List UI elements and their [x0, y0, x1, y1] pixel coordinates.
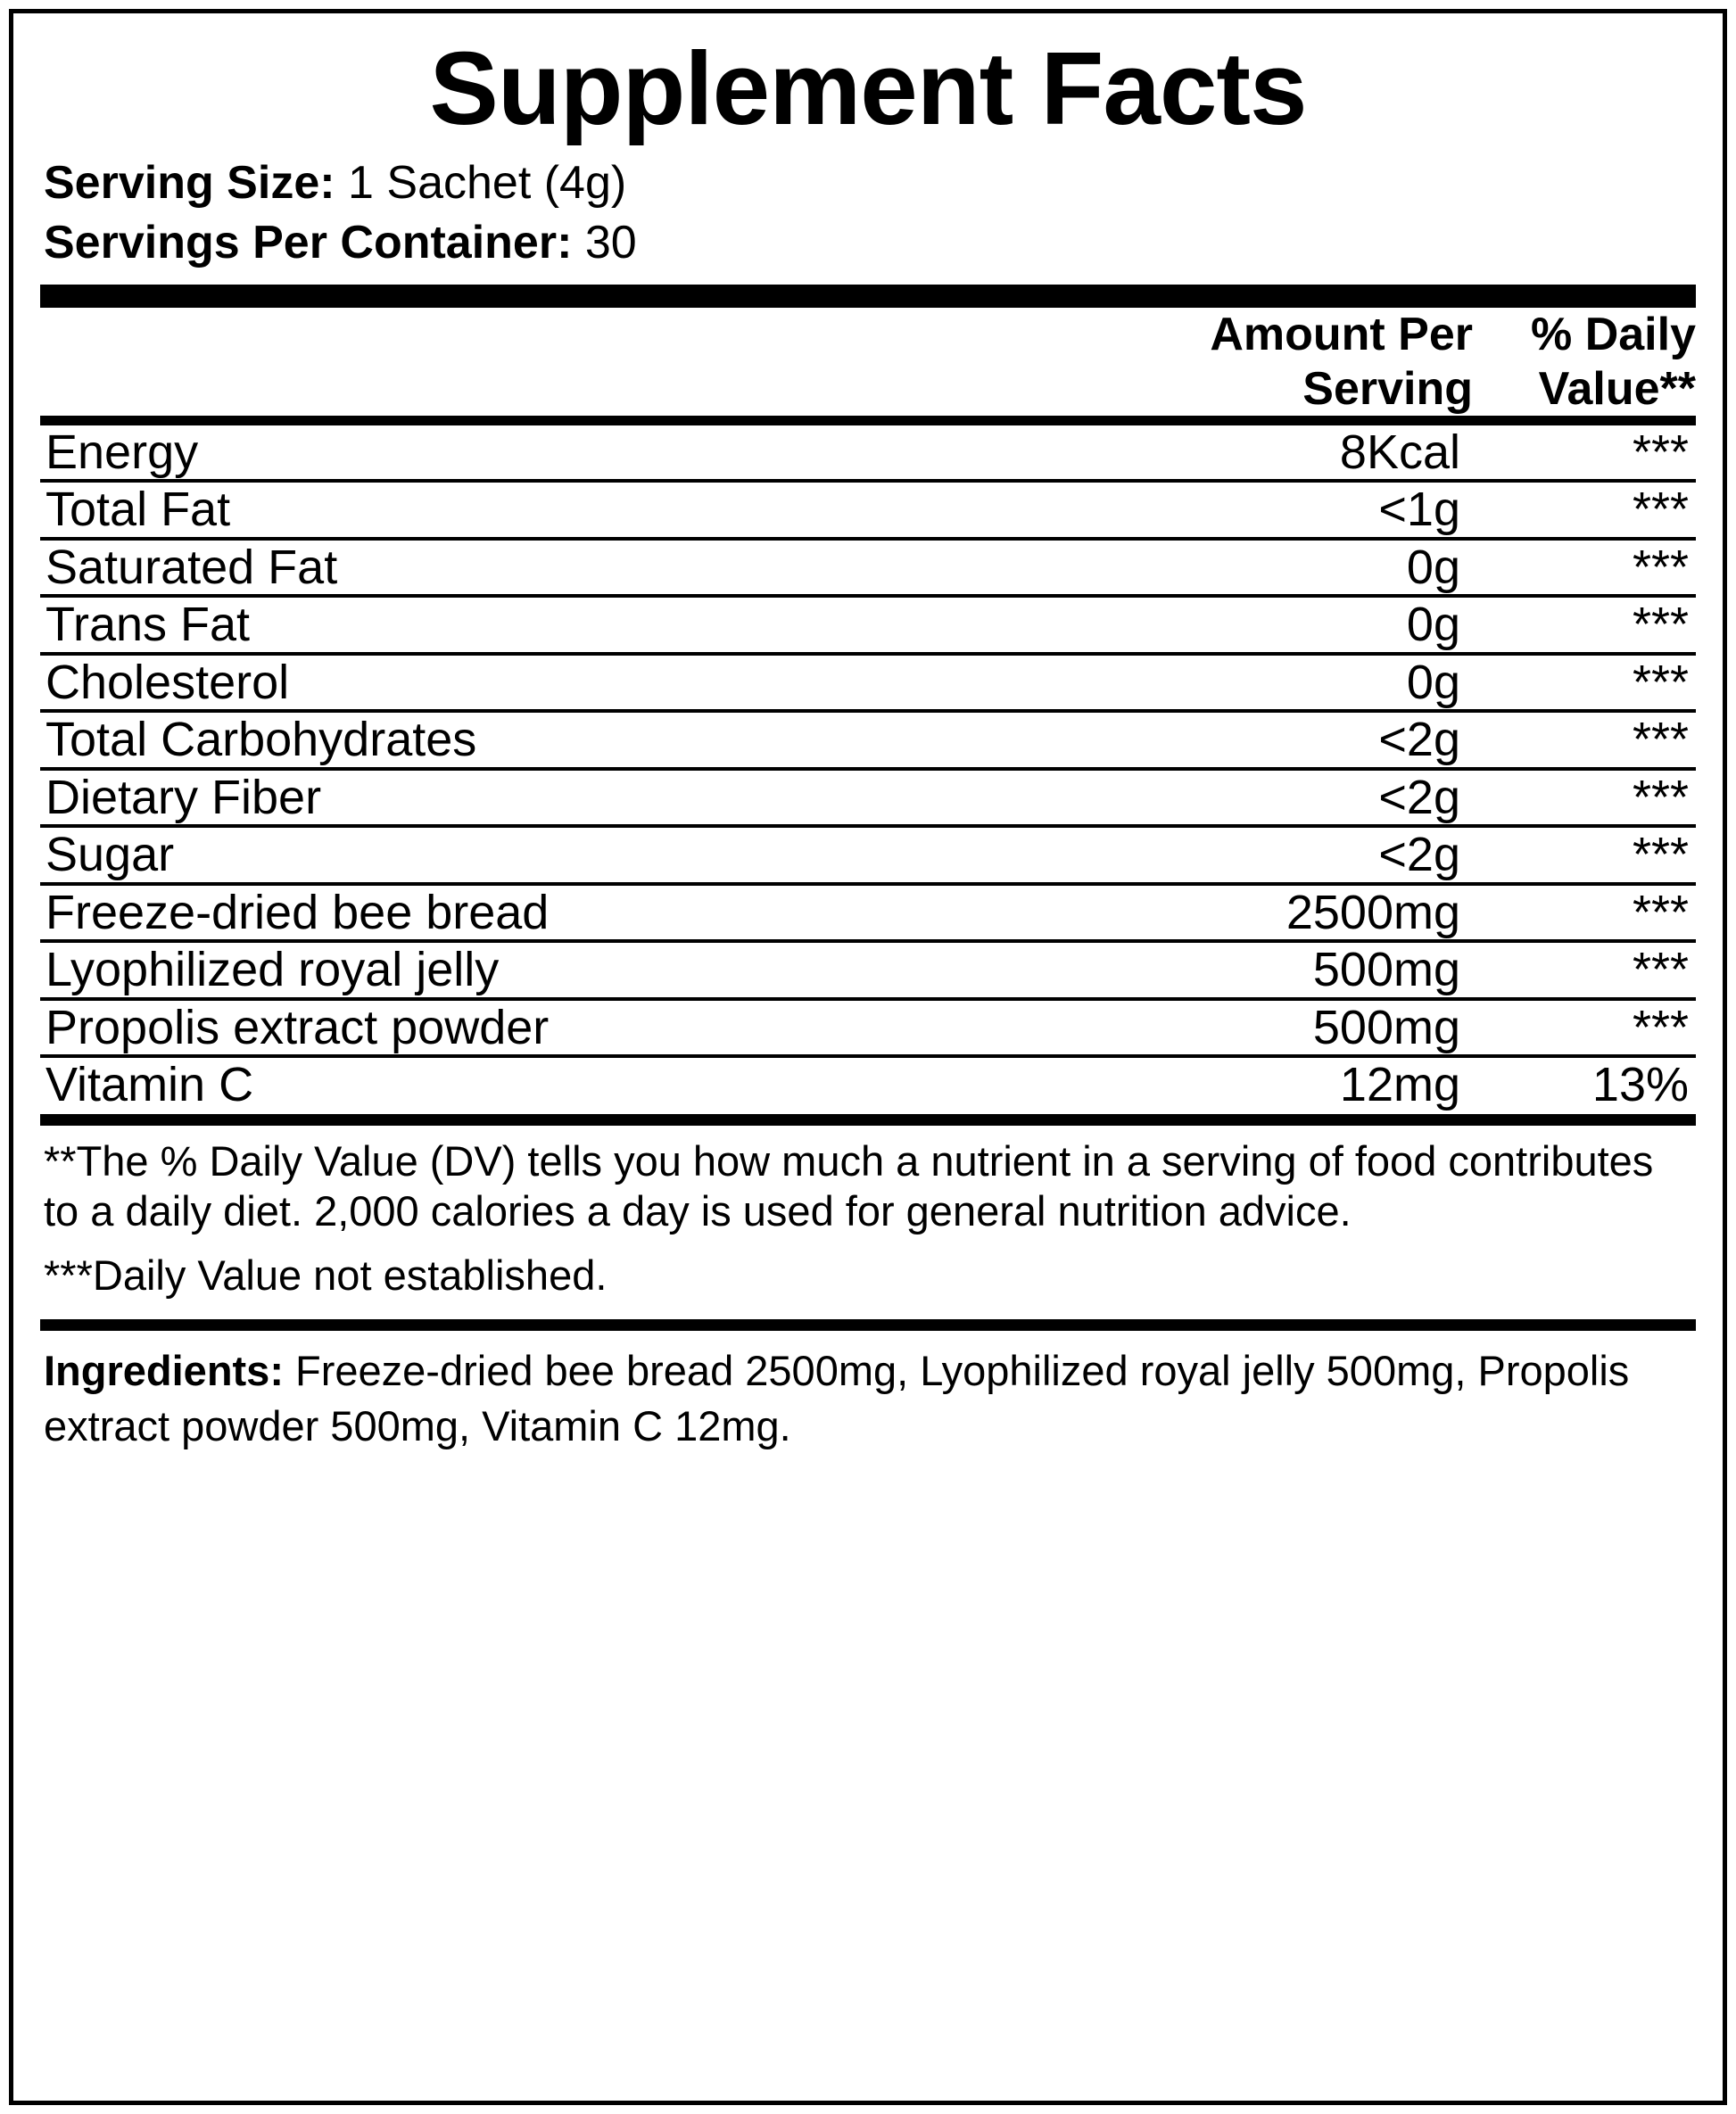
nutrient-amount: <1g [1178, 481, 1473, 538]
ingredients-section [44, 1343, 1696, 1454]
header-amount-per-serving [1178, 308, 1473, 416]
label-border-box [9, 9, 1727, 2105]
nutrient-dv: *** [1473, 999, 1696, 1056]
nutrient-amount: <2g [1178, 826, 1473, 883]
header-dv-line2: Value** [1538, 362, 1696, 415]
nutrient-name: Dietary Fiber [40, 769, 1178, 826]
nutrient-dv: *** [1473, 654, 1696, 711]
nutrition-header-row [40, 308, 1696, 416]
table-row [40, 711, 1696, 768]
divider-above-ingredients [40, 1319, 1696, 1331]
nutrient-amount: 0g [1178, 596, 1473, 653]
table-row [40, 654, 1696, 711]
nutrition-table [40, 425, 1696, 1112]
servings-per-container-label: Servings Per Container: [44, 216, 573, 268]
nutrient-amount: <2g [1178, 769, 1473, 826]
table-row [40, 826, 1696, 883]
divider-below-table [40, 1114, 1696, 1126]
nutrient-name: Propolis extract powder [40, 999, 1178, 1056]
ingredients-text: Freeze-dried bee bread 2500mg, Lyophilized royal jelly 500mg, Propolis extract powder 500mg, Vitamin C 12mg. [44, 1346, 1630, 1449]
nutrient-name: Saturated Fat [40, 539, 1178, 596]
nutrient-dv: *** [1473, 596, 1696, 653]
servings-per-container-line [44, 213, 1696, 273]
panel-title: Supplement Facts [429, 30, 1307, 146]
nutrient-amount: 0g [1178, 654, 1473, 711]
nutrient-amount: 8Kcal [1339, 425, 1460, 479]
nutrient-name: Freeze-dried bee bread [40, 884, 1178, 941]
serving-size-value: 1 Sachet (4g) [348, 157, 627, 210]
nutrition-header-table [40, 308, 1696, 416]
nutrient-name: Trans Fat [40, 596, 1178, 653]
nutrient-amount: 500mg [1178, 941, 1473, 998]
table-row [40, 596, 1696, 653]
table-row [40, 769, 1696, 826]
header-amount-line2: Serving [1302, 362, 1473, 415]
table-row [40, 425, 1696, 481]
nutrient-amount: 500mg [1178, 999, 1473, 1056]
nutrient-dv: *** [1473, 941, 1696, 998]
nutrient-dv: *** [1473, 826, 1696, 883]
table-row [40, 999, 1696, 1056]
header-daily-value [1473, 308, 1696, 416]
nutrient-dv: *** [1473, 769, 1696, 826]
table-row [40, 481, 1696, 538]
divider-below-header [40, 416, 1696, 425]
nutrient-name: Vitamin C [40, 1056, 1178, 1111]
nutrient-dv: *** [1473, 884, 1696, 941]
header-amount-line1: Amount Per [1210, 309, 1473, 361]
nutrient-name: Total Carbohydrates [40, 711, 1178, 768]
serving-size-line [44, 153, 1696, 213]
servings-per-container-value: 30 [584, 216, 637, 268]
nutrient-name: Energy [45, 425, 199, 479]
table-row [40, 884, 1696, 941]
header-spacer [40, 308, 1178, 416]
nutrition-rows [40, 425, 1696, 1112]
nutrient-dv: 13% [1473, 1056, 1696, 1111]
nutrient-name: Sugar [40, 826, 1178, 883]
footnote-not-established: ***Daily Value not established. [44, 1251, 608, 1300]
serving-size-label: Serving Size: [44, 157, 335, 210]
table-row [40, 539, 1696, 596]
ingredients-label: Ingredients: [44, 1346, 284, 1394]
nutrient-name: Lyophilized royal jelly [40, 941, 1178, 998]
nutrient-dv: *** [1632, 425, 1689, 479]
nutrient-dv: *** [1473, 481, 1696, 538]
nutrient-amount: 12mg [1178, 1056, 1473, 1111]
footnote-daily-value: **The % Daily Value (DV) tells you how much a nutrient in a serving of food contributes to a daily diet. 2,000 calories a day is used for general nutrition advice. [44, 1136, 1654, 1235]
nutrient-amount: <2g [1178, 711, 1473, 768]
nutrient-name: Cholesterol [40, 654, 1178, 711]
nutrient-dv: *** [1473, 539, 1696, 596]
thick-divider-top [40, 285, 1696, 308]
nutrient-dv: *** [1473, 711, 1696, 768]
nutrient-name: Total Fat [40, 481, 1178, 538]
nutrient-amount: 0g [1178, 539, 1473, 596]
table-row [40, 941, 1696, 998]
header-dv-line1: % Daily [1531, 309, 1696, 361]
table-row [40, 1056, 1696, 1111]
nutrient-amount: 2500mg [1178, 884, 1473, 941]
